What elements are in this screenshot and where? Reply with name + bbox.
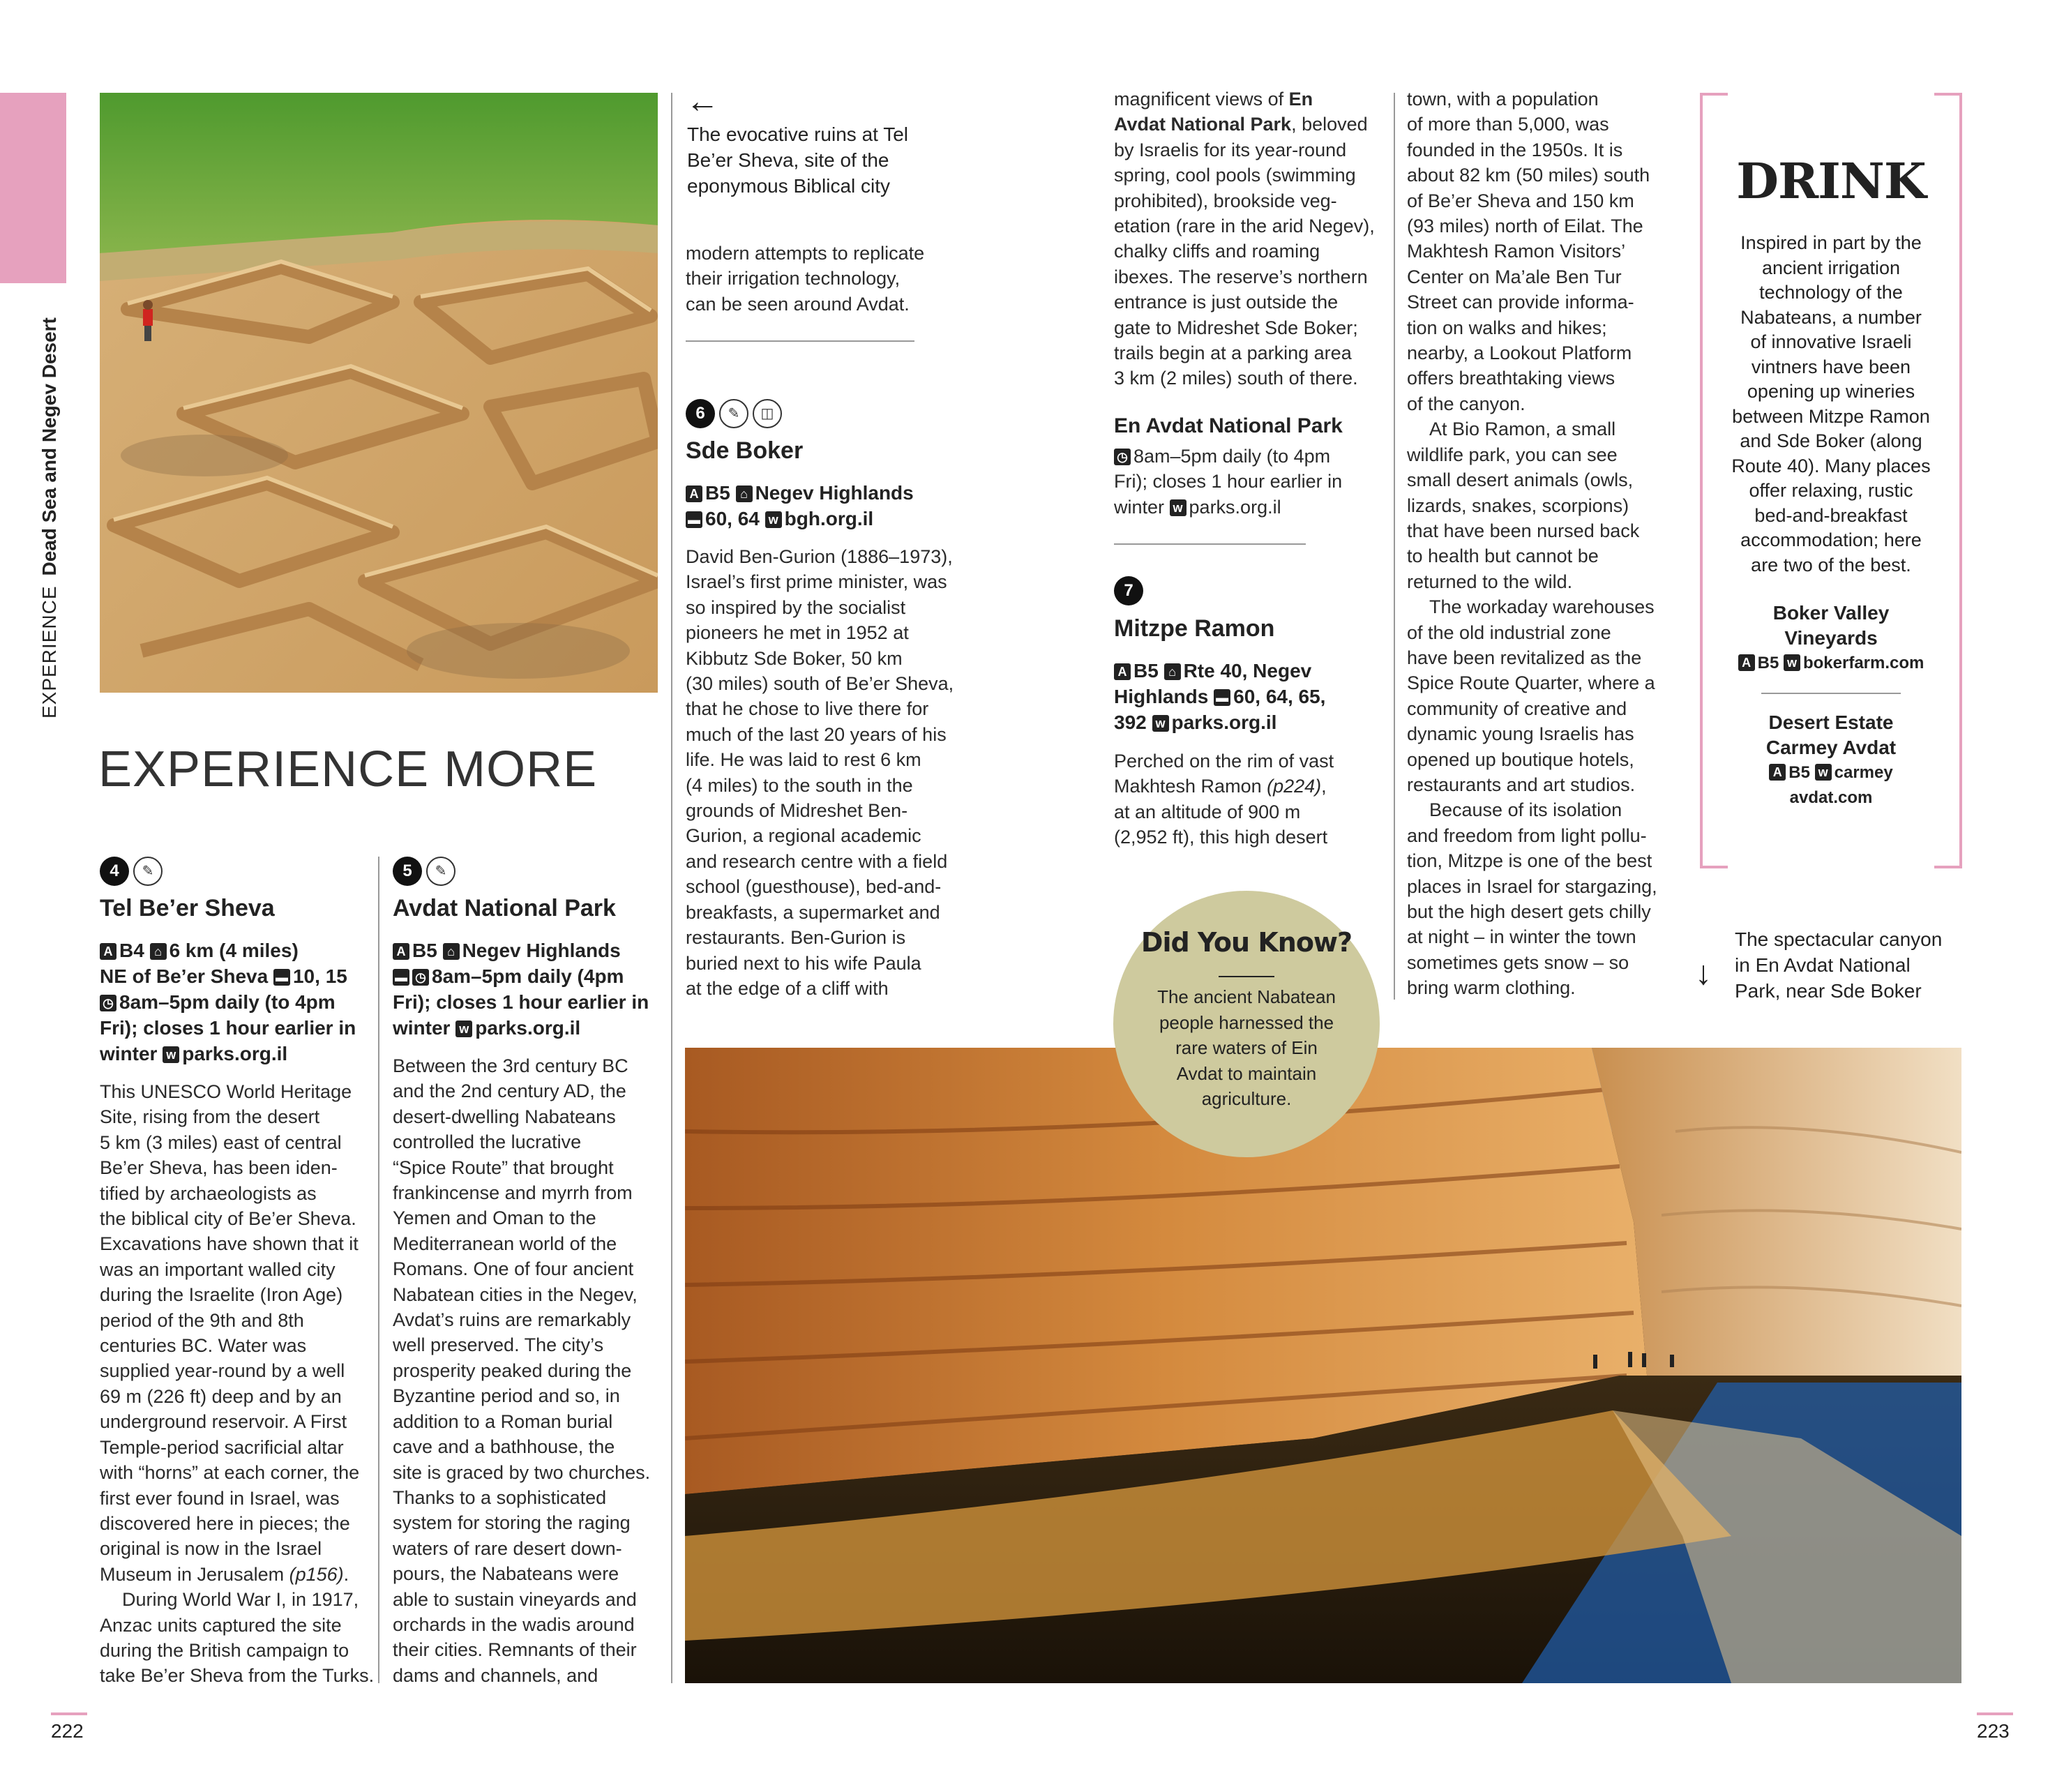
clock-icon: ◷ — [1114, 449, 1131, 465]
web-icon: w — [1170, 499, 1187, 516]
ticket-icon: ✎ — [133, 857, 163, 886]
text-line: Gurion, a regional academic — [686, 825, 921, 847]
text-line: restaurants and art studios. — [1407, 774, 1636, 795]
text-line: nearby, a Lookout Platform — [1407, 342, 1632, 364]
divider — [1761, 693, 1901, 694]
column-divider — [671, 93, 672, 1683]
text-line: school (guesthouse), bed-and- — [686, 876, 942, 898]
text-line: entrance is just outside the — [1114, 292, 1339, 313]
text-line: but the high desert gets chilly — [1407, 901, 1651, 922]
entry-6-badges — [686, 399, 782, 428]
web-icon: w — [765, 511, 782, 528]
arrow-down-icon: ↓ — [1695, 955, 1712, 992]
map-icon: A — [1769, 764, 1786, 781]
text-line: of the canyon. — [1407, 393, 1526, 414]
text-line: cave and a bathhouse, the — [393, 1436, 615, 1458]
text-line: so inspired by the socialist — [686, 596, 906, 618]
text-line: with “horns” at each corner, the — [100, 1462, 360, 1484]
en-avdat-subentry: En Avdat National Park ◷ 8am–5pm daily (to 4pm Fri); closes 1 hour earlier in winter w parks.org.il — [1114, 414, 1393, 520]
entry-body-tel: This UNESCO World Heritage Site, rising from the desert 5 km (3 miles) east of central Be’er Sheva, has been iden- tified by archaeologists as the biblical city of Be’er Sheva. Excavations have shown that it was an important walled city during the Israelite (Iron Age) period of the 9th and 8th centuries BC. Water was supplied year-round by a well 69 m (226 ft) deep and by an underground reservoir. A First Temple-period sacrificial altar with “horns” at each corner, the first ever found in Israel, was discovered here in pieces; the original is now in the Israel Museum in Jerusalem (p156). During World War I, in 1917, Anzac units captured the site during the British campaign to take Be’er Sheva from the Turks. — [100, 1079, 379, 1689]
text-line: Anzac units captured the site — [100, 1614, 342, 1636]
text-line: by Israelis for its year-round — [1114, 139, 1347, 160]
text-line: small desert animals (owls, — [1407, 469, 1634, 491]
text-line: site is graced by two churches. — [393, 1461, 651, 1483]
text-line: during the British campaign to — [100, 1639, 349, 1661]
text-line: Center on Ma’ale Ben Tur — [1407, 266, 1622, 287]
section-tab — [0, 93, 66, 283]
text-line: places in Israel for stargazing, — [1407, 875, 1657, 897]
text-line: prohibited), brookside veg- — [1114, 190, 1337, 211]
text-line: Street can provide informa- — [1407, 292, 1634, 313]
did-you-know-callout — [1113, 891, 1380, 1157]
tel-beer-sheva-photo — [100, 93, 658, 693]
text-line: ibexes. The reserve’s northern — [1114, 266, 1368, 287]
entry-body-mitzpe: Perched on the rim of vast Makhtesh Ramon (p224), at an altitude of 900 m (2,952 ft), this high desert — [1114, 751, 1334, 848]
text-line: about 82 km (50 miles) south — [1407, 165, 1650, 186]
text-line: Byzantine period and so, in — [393, 1385, 620, 1407]
text-line: between Mitzpe Ramon — [1732, 405, 1930, 427]
drink-title: DRINK — [1736, 152, 1926, 210]
text-line: Between the 3rd century BC — [393, 1055, 628, 1076]
text-line: 5 km (3 miles) east of central — [100, 1131, 342, 1153]
text-line: first ever found in Israel, was — [100, 1487, 340, 1509]
subentry-title: En Avdat National Park — [1114, 414, 1343, 437]
entry-info-avdat: A B5 ⌂ Negev Highlands ▬ ◷ 8am–5pm daily (4pm Fri); closes 1 hour earlier in winter w parks.org.il — [393, 940, 649, 1039]
text-line: people harnessed the — [1159, 1011, 1334, 1033]
text-line: prosperity peaked during the — [393, 1360, 632, 1381]
text-line: tified by archaeologists as — [100, 1182, 317, 1204]
bus-icon: ▬ — [393, 969, 409, 986]
did-you-know-text — [1134, 984, 1359, 1112]
text-line: bed-and-breakfast — [1754, 504, 1908, 526]
text-line: Nabatean cities in the Negev, — [393, 1283, 638, 1305]
map-icon: A — [686, 485, 702, 502]
text-line: centuries BC. Water was — [100, 1335, 307, 1357]
text-line: breakfasts, a supermarket and — [686, 901, 940, 923]
drink-sidebar — [1700, 93, 1962, 868]
text-line: gate to Midreshet Sde Boker; — [1114, 317, 1358, 338]
entry-body-avdat — [393, 1053, 679, 1688]
text-line: etation (rare in the arid Negev), — [1114, 216, 1375, 237]
text-line: well preserved. The city’s — [393, 1334, 604, 1356]
text-line: at night – in winter the town — [1407, 926, 1636, 948]
text-line: town, with a population — [1407, 89, 1599, 110]
entry-info-mitzpe: A B5 ⌂ Rte 40, Negev Highlands ▬ 60, 64, 65, 392 w parks.org.il — [1114, 660, 1326, 733]
web-icon: w — [163, 1046, 179, 1063]
text-line: was an important walled city — [100, 1258, 336, 1280]
text-line: chalky cliffs and roaming — [1114, 241, 1320, 262]
text-line: Excavations have shown that it — [100, 1233, 359, 1255]
did-you-know-title: Did You Know? — [1140, 927, 1353, 958]
web-link[interactable]: carmey — [1834, 763, 1893, 782]
section-heading: EXPERIENCE MORE — [98, 741, 598, 797]
text-line: Kibbutz Sde Boker, 50 km — [686, 647, 903, 669]
address-icon: ⌂ — [443, 943, 460, 960]
page-marker-right — [1977, 1712, 2013, 1715]
text-line: system for storing the raging — [393, 1512, 631, 1534]
text-line: Route 40). Many places — [1731, 455, 1931, 476]
text-line: opened up boutique hotels, — [1407, 748, 1634, 770]
text-line: and freedom from light pollu- — [1407, 825, 1647, 846]
text-line: of more than 5,000, was — [1407, 114, 1609, 135]
text-line: community of creative and — [1407, 698, 1627, 719]
text-line: can be seen around Avdat. — [686, 293, 910, 315]
clock-icon: ◷ — [100, 995, 116, 1011]
text-line: of the old industrial zone — [1407, 622, 1611, 643]
entry-title-mitzpe-ramon: Mitzpe Ramon — [1114, 615, 1275, 642]
text-line: controlled the lucrative — [393, 1131, 582, 1153]
web-link[interactable]: bokerfarm.com — [1802, 654, 1924, 672]
text-line: during the Israelite (Iron Age) — [100, 1284, 343, 1306]
bus-icon: ▬ — [686, 511, 702, 528]
text-line: 69 m (226 ft) deep and by an — [100, 1385, 342, 1407]
text-line: Thanks to a sophisticated — [393, 1486, 607, 1508]
en-avdat-canyon-photo — [685, 1048, 1961, 1683]
text-line: Temple-period sacrificial altar — [100, 1436, 344, 1458]
text-line: Spice Route Quarter, where a — [1407, 672, 1655, 694]
text-line: lizards, snakes, scorpions) — [1407, 495, 1629, 516]
web-link[interactable]: avdat.com — [1789, 788, 1873, 807]
text-line: that have been nursed back — [1407, 520, 1640, 541]
text-line: are two of the best. — [1751, 554, 1911, 575]
text-line: Avdat to maintain — [1176, 1062, 1317, 1084]
text-line: Israel’s first prime minister, was — [686, 571, 947, 593]
text-line: “Spice Route” that brought — [393, 1157, 614, 1178]
entry-number: 6 — [686, 399, 715, 428]
text-line: waters of rare desert down- — [393, 1537, 622, 1559]
text-line: Be’er Sheva, has been iden- — [100, 1157, 338, 1179]
entry-number: 5 — [393, 857, 422, 886]
text-line: 3 km (2 miles) south of there. — [1114, 368, 1358, 389]
text-line: During World War I, in 1917, — [122, 1589, 359, 1611]
web-link[interactable]: bgh.org.il — [784, 508, 874, 529]
map-icon: A — [393, 943, 409, 960]
web-icon: w — [1784, 654, 1800, 671]
text-line: restaurants. Ben-Gurion is — [686, 927, 906, 949]
text-line: (93 miles) north of Eilat. The — [1407, 216, 1643, 237]
map-icon: A — [100, 943, 116, 960]
text-line: sometimes gets snow – so — [1407, 951, 1629, 973]
winery-carmey-avdat: Desert Estate Carmey Avdat A B5 w carmey avdat.com — [1700, 710, 1962, 811]
winery-boker-valley: Boker Valley Vineyards A B5 w bokerfarm.com — [1700, 601, 1962, 676]
entry-4-badges — [100, 857, 163, 886]
entry-title-sde-boker: Sde Boker — [686, 437, 804, 464]
entry-5-badges — [393, 857, 455, 886]
divider — [686, 340, 914, 342]
text-line: trails begin at a parking area — [1114, 342, 1352, 364]
text-line: Mediterranean world of the — [393, 1233, 617, 1254]
text-line: Because of its isolation — [1429, 799, 1622, 821]
text-line: tion, Mitzpe is one of the best — [1407, 850, 1652, 872]
text-line: returned to the wild. — [1407, 571, 1573, 592]
text-line: of innovative Israeli — [1750, 331, 1912, 352]
text-line: orchards in the wadis around — [393, 1613, 635, 1635]
text-line: tion on walks and hikes; — [1407, 317, 1607, 338]
text-line: David Ben-Gurion (1886–1973), — [686, 546, 953, 567]
text-line: pours, the Nabateans were — [393, 1563, 619, 1585]
text-line: grounds of Midreshet Ben- — [686, 800, 908, 822]
photo-caption-top: The evocative ruins at Tel Be’er Sheva, site of the eponymous Biblical city — [687, 123, 908, 197]
column-divider — [378, 857, 379, 1683]
text-line: Makhtesh Ramon Visitors’ — [1407, 241, 1626, 262]
bus-icon: ▬ — [273, 969, 290, 986]
text-line: bring warm clothing. — [1407, 977, 1576, 999]
text-line: At Bio Ramon, a small — [1429, 419, 1616, 440]
entry-body-avdat-continued — [686, 241, 965, 317]
text-line: Yemen and Oman to the — [393, 1207, 596, 1229]
text-line: agriculture. — [1201, 1088, 1292, 1109]
address-icon: ⌂ — [150, 943, 167, 960]
address-icon: ⌂ — [736, 485, 753, 502]
entry-body-sde — [686, 544, 965, 1001]
text-line: discovered here in pieces; the — [100, 1512, 350, 1534]
text-line: founded in the 1950s. It is — [1407, 139, 1623, 160]
page-number-left: 222 — [51, 1720, 84, 1742]
text-line: buried next to his wife Paula — [686, 952, 921, 974]
web-link[interactable]: parks.org.il — [1189, 496, 1281, 518]
text-line: original is now in the Israel — [100, 1538, 322, 1560]
text-line: period of the 9th and 8th — [100, 1309, 304, 1331]
text-line: and research centre with a field — [686, 850, 948, 872]
text-line: able to sustain vineyards and — [393, 1588, 637, 1610]
map-icon: A — [1738, 654, 1755, 671]
text-line: at the edge of a cliff with — [686, 977, 889, 999]
text-line: take Be’er Sheva from the Turks. — [100, 1665, 375, 1687]
text-line: The ancient Nabatean — [1157, 986, 1336, 1007]
text-line: Nabateans, a number — [1740, 306, 1922, 328]
text-line: spring, cool pools (swimming — [1114, 165, 1356, 186]
text-line: underground reservoir. A First — [100, 1411, 347, 1433]
text-line: that he chose to live there for — [686, 698, 929, 720]
photo-caption-bottom: The spectacular canyon in En Avdat National Park, near Sde Boker — [1735, 928, 1943, 1002]
section-label: EXPERIENCEDead Sea and Negev Desert — [38, 317, 60, 718]
web-icon: w — [455, 1021, 472, 1037]
entry-body-sde-continued: magnificent views of En Avdat National Park, beloved by Israelis for its year-round spring, cool pools (swimming prohibited), brookside veg- etation (rare in the arid Negev), chalky cliffs and roaming ibexes. The reserve’s northern entrance is just outside the gate to Midreshet Sde Boker; trails begin at a parking area 3 km (2 miles) south of there. — [1114, 86, 1393, 391]
text-line: opening up wineries — [1747, 381, 1915, 402]
text-line: pioneers he met in 1952 at — [686, 622, 909, 644]
text-line: technology of the — [1759, 282, 1903, 303]
address-icon: ⌂ — [1164, 663, 1181, 680]
text-line: This UNESCO World Heritage — [100, 1081, 352, 1102]
text-line: (30 miles) south of Be’er Sheva, — [686, 673, 954, 695]
drink-intro — [1714, 231, 1948, 578]
map-icon: A — [1114, 663, 1131, 680]
text-line: The workaday warehouses — [1429, 596, 1655, 618]
text-line: offers breathtaking views — [1407, 368, 1615, 389]
web-link[interactable]: parks.org.il — [475, 1017, 581, 1039]
text-line: offer relaxing, rustic — [1749, 480, 1913, 501]
text-line: life. He was laid to rest 6 km — [686, 749, 921, 771]
entry-7-badges — [1114, 576, 1143, 605]
text-line: modern attempts to replicate — [686, 243, 925, 264]
page-marker-left — [51, 1712, 87, 1715]
text-line: (4 miles) to the south in the — [686, 774, 913, 796]
text-line: addition to a Roman burial — [393, 1410, 613, 1432]
entry-number: 7 — [1114, 576, 1143, 605]
text-line: Romans. One of four ancient — [393, 1258, 634, 1280]
text-line: ancient irrigation — [1761, 257, 1901, 278]
text-line: their cities. Remnants of their — [393, 1639, 637, 1661]
column-divider — [1394, 93, 1395, 1000]
web-link[interactable]: parks.org.il — [182, 1043, 288, 1064]
ticket-icon: ✎ — [719, 399, 748, 428]
text-line: of Be’er Sheva and 150 km — [1407, 190, 1634, 211]
text-line: the biblical city of Be’er Sheva. — [100, 1208, 356, 1230]
text-line: rare waters of Ein — [1175, 1037, 1318, 1058]
entry-info-tel: A B4 ⌂ 6 km (4 miles) NE of Be’er Sheva ▬ 10, 15 ◷ 8am–5pm daily (to 4pm Fri); closes 1 hour earlier in winter w parks.org.il — [100, 940, 356, 1064]
text-line: vintners have been — [1751, 356, 1911, 377]
text-line: dynamic young Israelis has — [1407, 723, 1634, 745]
divider — [1219, 976, 1274, 977]
text-line: their irrigation technology, — [686, 268, 901, 289]
text-line: Inspired in part by the — [1740, 232, 1922, 253]
text-line: desert-dwelling Nabateans — [393, 1106, 616, 1127]
ticket-icon: ✎ — [426, 857, 455, 886]
arrow-left-icon: ← — [686, 83, 719, 120]
entry-number: 4 — [100, 857, 129, 886]
text-line: supplied year-round by a well — [100, 1360, 345, 1382]
web-link[interactable]: parks.org.il — [1171, 711, 1277, 733]
entry-body-mitzpe-continued — [1407, 86, 1686, 1001]
text-line: dams and channels, and — [393, 1664, 598, 1686]
page-number-right: 223 — [1977, 1720, 2010, 1742]
text-line: wildlife park, you can see — [1407, 444, 1618, 465]
text-line: Site, rising from the desert — [100, 1106, 320, 1128]
bus-icon: ▬ — [1214, 689, 1230, 706]
web-icon: w — [1815, 764, 1832, 781]
entry-info-sde: A B5 ⌂ Negev Highlands ▬ 60, 64 w bgh.org.il — [686, 480, 965, 532]
entry-title-avdat: Avdat National Park — [393, 895, 616, 921]
divider — [1114, 543, 1306, 545]
text-line: have been revitalized as the — [1407, 647, 1642, 668]
text-line: frankincense and myrrh from — [393, 1182, 633, 1204]
text-line: and the 2nd century AD, the — [393, 1081, 626, 1102]
shopping-bag-icon: ◫ — [753, 399, 782, 428]
text-line: and Sde Boker (along — [1740, 430, 1922, 451]
text-line: to health but cannot be — [1407, 545, 1599, 567]
text-line: much of the last 20 years of his — [686, 723, 947, 745]
text-line: accommodation; here — [1740, 529, 1922, 550]
web-icon: w — [1152, 715, 1169, 732]
clock-icon: ◷ — [412, 969, 429, 986]
entry-title-tel-beer-sheva: Tel Be’er Sheva — [100, 895, 275, 921]
text-line: Avdat’s ruins are remarkably — [393, 1309, 631, 1331]
